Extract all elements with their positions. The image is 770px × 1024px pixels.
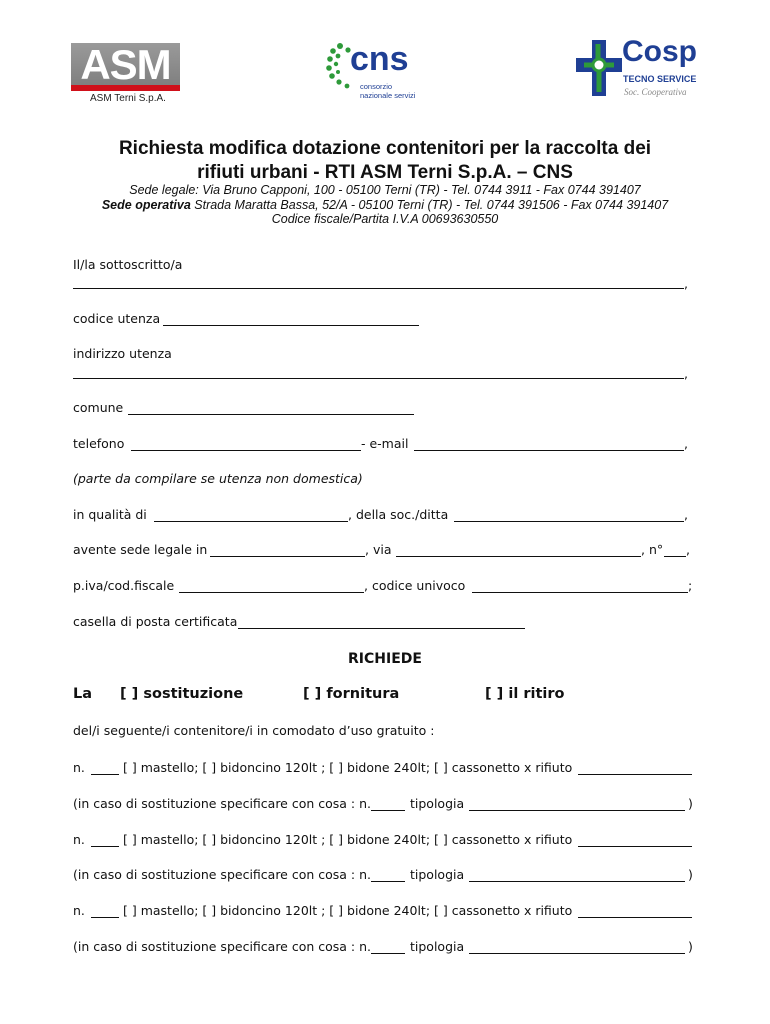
replace-3-tipologia: tipologia <box>410 939 465 954</box>
item-1-types[interactable]: [ ] mastello; [ ] bidoncino 120lt ; [ ] bidone 240lt; [ ] cassonetto x rifiuto <box>123 760 573 775</box>
codice-univoco-semicolon: ; <box>688 578 693 593</box>
email-field[interactable] <box>414 450 684 451</box>
non-domestica-note: (parte da compilare se utenza non domestica) <box>73 471 363 486</box>
della-soc-comma: , <box>684 507 688 522</box>
replace-2-tipologia-field[interactable] <box>469 881 685 882</box>
legal-address: Sede legale: Via Bruno Capponi, 100 - 05100 Terni (TR) - Tel. 0744 3911 - Fax 0744 391407 <box>129 183 641 197</box>
item-3-rifiuto-field[interactable] <box>578 917 692 918</box>
indirizzo-comma: , <box>684 366 688 381</box>
replace-2-prefix: (in caso di sostituzione specificare con cosa : n. <box>73 867 372 882</box>
numero-label: , n° <box>641 542 664 557</box>
codice-utenza-label: codice utenza <box>73 311 161 326</box>
tax-code: Codice fiscale/Partita I.V.A 00693630550 <box>271 212 499 226</box>
email-label: - e-mail <box>361 436 409 451</box>
replace-1-tipologia: tipologia <box>410 796 465 811</box>
della-soc-label: , della soc./ditta <box>348 507 449 522</box>
operative-address-text: Strada Maratta Bassa, 52/A - 05100 Terni (TR) - Tel. 0744 391506 - Fax 0744 391407 <box>190 198 669 212</box>
cosp-logo-line2: Soc. Cooperativa <box>624 87 687 97</box>
item-3-types[interactable]: [ ] mastello; [ ] bidoncino 120lt ; [ ] bidone 240lt; [ ] cassonetto x rifiuto <box>123 903 573 918</box>
avente-sede-field[interactable] <box>210 556 365 557</box>
pec-label: casella di posta certificata <box>73 614 238 629</box>
document-title-line2: rifiuti urbani - RTI ASM Terni S.p.A. – CNS <box>197 162 573 183</box>
codice-univoco-field[interactable] <box>472 592 688 593</box>
della-soc-field[interactable] <box>454 521 684 522</box>
telefono-label: telefono <box>73 436 125 451</box>
option-fornitura[interactable]: [ ] fornitura <box>303 686 400 702</box>
item-2-qty-field[interactable] <box>91 846 119 847</box>
in-qualita-label: in qualità di <box>73 507 147 522</box>
item-1-rifiuto-field[interactable] <box>578 774 692 775</box>
codice-univoco-label: , codice univoco <box>364 578 466 593</box>
item-1-qty-field[interactable] <box>91 774 119 775</box>
cosp-logo-mark: Cosp <box>622 35 697 68</box>
replace-3-prefix: (in caso di sostituzione specificare con cosa : n. <box>73 939 372 954</box>
comune-field[interactable] <box>128 414 414 415</box>
item-2-rifiuto-field[interactable] <box>578 846 692 847</box>
sottoscritto-label: Il/la sottoscritto/a <box>73 257 183 272</box>
replace-3-tipologia-field[interactable] <box>469 953 685 954</box>
indirizzo-utenza-label: indirizzo utenza <box>73 346 172 361</box>
option-sostituzione[interactable]: [ ] sostituzione <box>120 686 244 702</box>
cns-logo-mark: cns <box>350 40 409 78</box>
operative-address <box>0 198 770 212</box>
avente-sede-label: avente sede legale in <box>73 542 208 557</box>
piva-field[interactable] <box>179 592 364 593</box>
cosp-cross-icon <box>574 38 624 98</box>
codice-utenza-field[interactable] <box>163 325 419 326</box>
cosp-logo-line1: TECNO SERVICE <box>623 74 697 84</box>
item-2-prefix: n. <box>73 832 85 847</box>
replace-1-qty-field[interactable] <box>371 810 405 811</box>
replace-2-close: ) <box>688 867 693 882</box>
indirizzo-utenza-field[interactable] <box>73 378 684 379</box>
la-label: La <box>73 686 93 702</box>
email-comma: , <box>684 436 688 451</box>
item-3-prefix: n. <box>73 903 85 918</box>
sottoscritto-comma: , <box>684 276 688 291</box>
replace-2-tipologia: tipologia <box>410 867 465 882</box>
replace-1-tipologia-field[interactable] <box>469 810 685 811</box>
document-title-line1: Richiesta modifica dotazione contenitori per la raccolta dei <box>118 138 652 159</box>
pec-field[interactable] <box>238 628 525 629</box>
replace-2-qty-field[interactable] <box>371 881 405 882</box>
replace-1-close: ) <box>688 796 693 811</box>
comune-label: comune <box>73 400 124 415</box>
asm-logo-mark: ASM <box>80 41 171 88</box>
asm-logo-caption: ASM Terni S.p.A. <box>90 93 166 104</box>
item-3-qty-field[interactable] <box>91 917 119 918</box>
numero-field[interactable] <box>664 556 686 557</box>
via-label: , via <box>365 542 392 557</box>
sottoscritto-field[interactable] <box>73 288 684 289</box>
option-ritiro[interactable]: [ ] il ritiro <box>485 686 565 702</box>
telefono-field[interactable] <box>131 450 361 451</box>
via-field[interactable] <box>396 556 641 557</box>
item-1-prefix: n. <box>73 760 85 775</box>
replace-3-qty-field[interactable] <box>371 953 405 954</box>
in-qualita-field[interactable] <box>154 521 348 522</box>
richiede-heading: RICHIEDE <box>348 651 422 667</box>
operative-label: Sede operativa <box>101 198 191 212</box>
piva-label: p.iva/cod.fiscale <box>73 578 175 593</box>
replace-3-close: ) <box>688 939 693 954</box>
numero-comma: , <box>686 542 690 557</box>
comodato-intro: del/i seguente/i contenitore/i in comodato d’uso gratuito : <box>73 723 435 738</box>
replace-1-prefix: (in caso di sostituzione specificare con cosa : n. <box>73 796 372 811</box>
cns-logo-caption: consorzio nazionale servizi <box>360 82 416 100</box>
item-2-types[interactable]: [ ] mastello; [ ] bidoncino 120lt ; [ ] bidone 240lt; [ ] cassonetto x rifiuto <box>123 832 573 847</box>
